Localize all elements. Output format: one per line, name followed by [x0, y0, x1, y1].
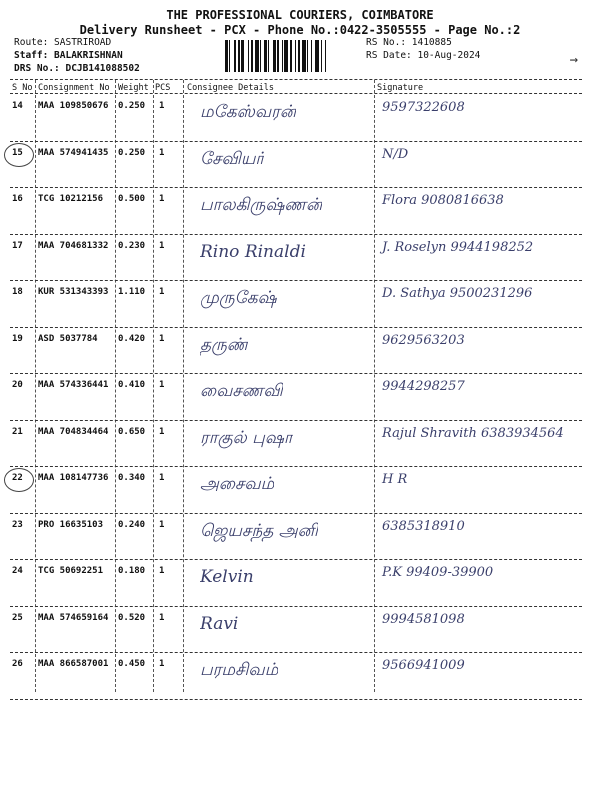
column-header-consignment: Consignment No	[38, 83, 110, 93]
row-weight: 0.650	[118, 426, 146, 437]
column-divider	[374, 80, 375, 692]
row-weight: 0.180	[118, 566, 146, 576]
barcode-image	[225, 40, 355, 72]
row-consignment-no: TCG 50692251	[38, 566, 104, 576]
row-signature-handwritten: 9629563203	[382, 332, 465, 348]
row-circle-mark	[4, 143, 34, 167]
row-weight: 0.340	[118, 473, 146, 483]
runsheet-subtitle: Delivery Runsheet - PCX - Phone No.:0422-3505555 - Page No.:2	[79, 23, 521, 37]
row-sno: 21	[12, 426, 23, 437]
row-consignment-no: ASD 5037784	[38, 333, 98, 344]
row-pcs: 1	[159, 612, 165, 623]
row-signature-handwritten: 9566941009	[382, 658, 465, 673]
row-consignee-handwritten: Ravi	[200, 613, 239, 634]
row-pcs: 1	[159, 519, 165, 530]
row-weight: 0.520	[118, 612, 146, 623]
row-consignment-no: MAA 108147736	[38, 473, 109, 483]
row-pcs: 1	[159, 101, 165, 111]
row-pcs: 1	[159, 380, 165, 390]
row-pcs: 1	[159, 426, 165, 437]
row-consignment-no: MAA 574941435	[38, 147, 109, 158]
column-header-signature: Signature	[377, 83, 424, 93]
staff-label: Staff: BALAKRISHNAN	[14, 50, 123, 61]
row-signature-handwritten: 9597322608	[382, 100, 465, 115]
row-consignment-no: PRO 16635103	[38, 519, 104, 530]
row-sno: 20	[12, 380, 23, 390]
row-pcs: 1	[159, 147, 165, 158]
row-divider	[10, 420, 582, 421]
row-consignee-handwritten: பாலகிருஷ்ணன்	[200, 195, 323, 215]
row-sno: 17	[12, 240, 23, 251]
scan-mark-icon: →	[569, 52, 578, 68]
row-signature-handwritten: Flora 9080816638	[382, 193, 504, 208]
row-divider	[10, 606, 582, 607]
row-pcs: 1	[159, 287, 165, 297]
row-consignment-no: MAA 704834464	[38, 426, 109, 437]
row-consignment-no: MAA 704681332	[38, 240, 109, 251]
row-pcs: 1	[159, 333, 165, 344]
row-sno: 24	[12, 566, 23, 576]
row-weight: 0.250	[118, 101, 146, 111]
company-title: THE PROFESSIONAL COURIERS, COIMBATORE	[166, 8, 434, 22]
row-divider	[10, 699, 582, 700]
row-signature-handwritten: P.K 99409-39900	[382, 565, 494, 580]
row-divider	[10, 280, 582, 281]
row-pcs: 1	[159, 566, 165, 576]
row-divider	[10, 234, 582, 235]
row-sno: 16	[12, 194, 23, 204]
row-signature-handwritten: N/D	[382, 146, 409, 162]
row-divider	[10, 559, 582, 560]
row-consignee-handwritten: பரமசிவம்	[200, 660, 279, 680]
row-sno: 14	[12, 101, 23, 111]
row-signature-handwritten: 6385318910	[382, 518, 465, 534]
rs-date-label: RS Date: 10-Aug-2024	[366, 50, 481, 61]
row-divider	[10, 466, 582, 467]
row-sno: 25	[12, 612, 23, 623]
row-weight: 0.250	[118, 147, 146, 158]
row-consignment-no: KUR 531343393	[38, 287, 109, 297]
row-consignee-handwritten: வைசணவி	[200, 381, 283, 401]
row-consignee-handwritten: சேவியர்	[200, 148, 265, 169]
row-circle-mark	[4, 468, 34, 492]
row-consignee-handwritten: அசைவம்	[200, 474, 275, 494]
row-divider	[10, 187, 582, 188]
row-divider	[10, 141, 582, 142]
column-divider	[153, 80, 154, 692]
row-consignee-handwritten: முருகேஷ்	[200, 288, 277, 308]
column-divider	[115, 80, 116, 692]
column-header-pcs: PCS	[155, 83, 171, 93]
route-label: Route: SASTRIROAD	[14, 37, 112, 48]
row-consignment-no: MAA 574659164	[38, 612, 109, 623]
row-consignment-no: TCG 10212156	[38, 194, 104, 204]
row-weight: 0.450	[118, 659, 146, 669]
row-weight: 0.230	[118, 240, 146, 251]
row-sno: 19	[12, 333, 23, 344]
row-weight: 1.110	[118, 287, 146, 297]
row-consignment-no: MAA 109850676	[38, 101, 109, 111]
row-signature-handwritten: H R	[382, 472, 408, 487]
row-signature-handwritten: J. Roselyn 9944198252	[382, 239, 534, 255]
row-pcs: 1	[159, 194, 165, 204]
column-header-consignee: Consignee Details	[187, 83, 274, 93]
row-consignment-no: MAA 866587001	[38, 659, 109, 669]
row-sno: 22	[12, 473, 23, 483]
column-divider	[183, 80, 184, 692]
rs-no-label: RS No.: 1410885	[366, 37, 452, 48]
row-consignee-handwritten: ஜெயசந்த அனி	[200, 520, 319, 541]
table-header-rule	[10, 93, 582, 94]
row-consignee-handwritten: மகேஸ்வரன்	[200, 102, 297, 122]
row-signature-handwritten: 9944298257	[382, 379, 465, 394]
drs-label: DRS No.: DCJB141088502	[14, 63, 140, 74]
column-header-sno: S No	[12, 83, 33, 93]
row-consignee-handwritten: ராகுல் புஷா	[200, 427, 293, 448]
row-pcs: 1	[159, 659, 165, 669]
column-header-weight: Weight	[118, 83, 149, 93]
row-weight: 0.420	[118, 333, 146, 344]
row-divider	[10, 373, 582, 374]
row-sno: 18	[12, 287, 23, 297]
row-consignment-no: MAA 574336441	[38, 380, 109, 390]
row-signature-handwritten: Rajul Shravith 6383934564	[382, 425, 564, 441]
row-signature-handwritten: D. Sathya 9500231296	[382, 286, 533, 301]
row-consignee-handwritten: Kelvin	[200, 567, 254, 587]
row-sno: 26	[12, 659, 23, 669]
row-signature-handwritten: 9994581098	[382, 611, 465, 627]
table-top-rule	[10, 79, 582, 80]
row-pcs: 1	[159, 240, 165, 251]
row-consignee-handwritten: தருண்	[200, 334, 249, 355]
row-divider	[10, 652, 582, 653]
column-divider	[35, 80, 36, 692]
row-sno: 15	[12, 147, 23, 158]
row-sno: 23	[12, 519, 23, 530]
row-pcs: 1	[159, 473, 165, 483]
row-weight: 0.240	[118, 519, 146, 530]
row-divider	[10, 327, 582, 328]
row-weight: 0.500	[118, 194, 146, 204]
row-weight: 0.410	[118, 380, 146, 390]
row-divider	[10, 513, 582, 514]
row-consignee-handwritten: Rino Rinaldi	[200, 241, 306, 262]
